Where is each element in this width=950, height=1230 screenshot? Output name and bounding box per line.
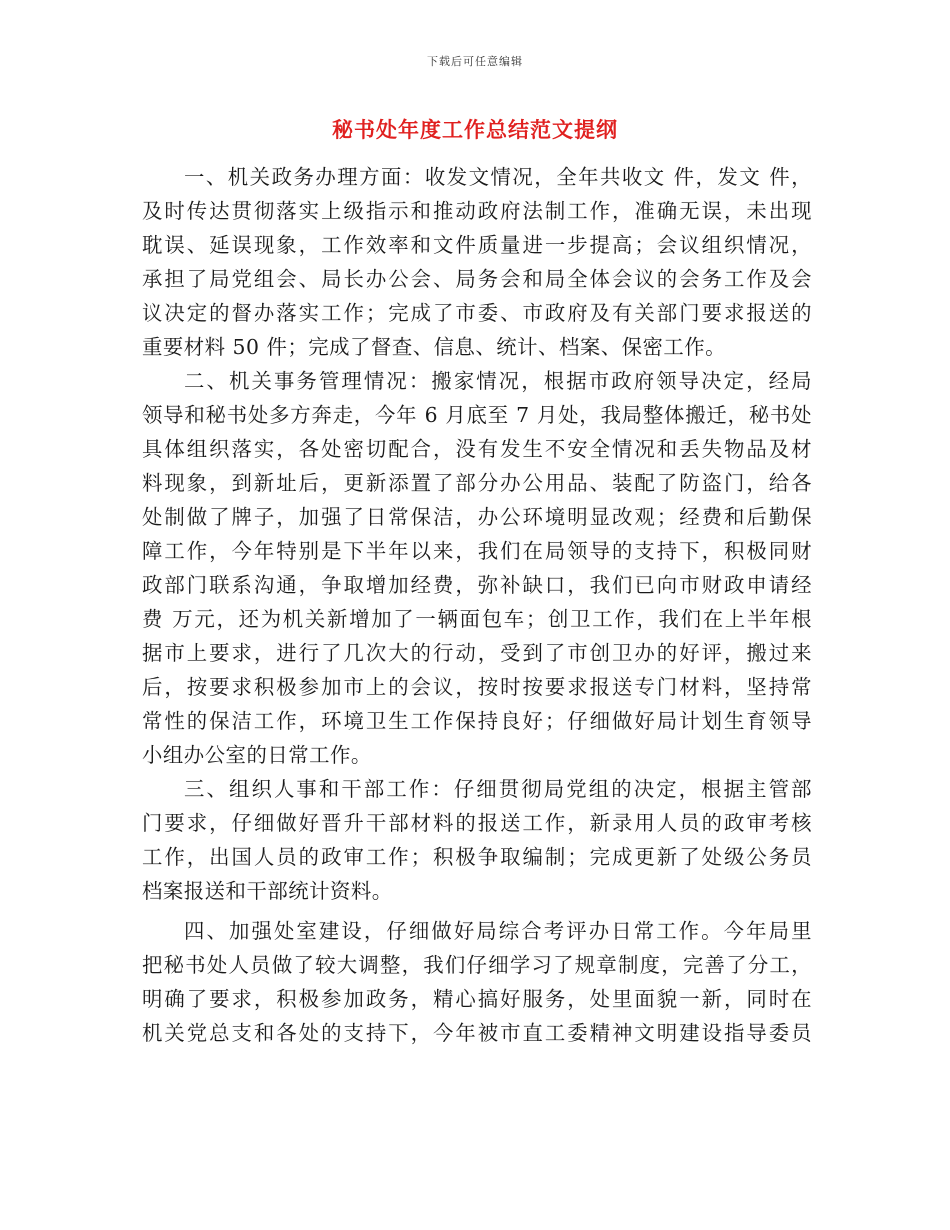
text-line: 重要材料 50 件；完成了督查、信息、统计、档案、保密工作。 xyxy=(142,335,727,359)
document-body xyxy=(142,160,812,1050)
text-line: 政部门联系沟通，争取增加经费，弥补缺口，我们已向市财政申请经 xyxy=(142,573,812,597)
paragraph-3 xyxy=(142,772,812,908)
text-line: 议决定的督办落实工作；完成了市委、市政府及有关部门要求报送的 xyxy=(142,301,812,325)
text-line: 处制做了牌子，加强了日常保洁，办公环境明显改观；经费和后勤保 xyxy=(142,505,812,529)
text-line: 档案报送和干部统计资料。 xyxy=(142,879,393,903)
text-line: 明确了要求，积极参加政务，精心搞好服务，处里面貌一新，同时在 xyxy=(142,987,812,1011)
text-line: 门要求，仔细做好晋升干部材料的报送工作，新录用人员的政审考核 xyxy=(142,811,812,835)
text-line: 障工作，今年特别是下半年以来，我们在局领导的支持下，积极同财 xyxy=(142,539,812,563)
text-line: 后，按要求积极参加市上的会议，按时按要求报送专门材料，坚持常 xyxy=(142,675,812,699)
paragraph-1 xyxy=(142,160,812,364)
text-line: 具体组织落实，各处密切配合，没有发生不安全情况和丢失物品及材 xyxy=(142,437,812,461)
text-line: 承担了局党组会、局长办公会、局务会和局全体会议的会务工作及会 xyxy=(142,267,812,291)
text-line: 及时传达贯彻落实上级指示和推动政府法制工作，准确无误，未出现 xyxy=(142,199,812,223)
paragraph-4 xyxy=(142,914,812,1050)
text-line: 把秘书处人员做了较大调整，我们仔细学习了规章制度，完善了分工， xyxy=(142,953,812,977)
paragraph-2 xyxy=(142,364,812,772)
document-title: 秘书处年度工作总结范文提纲 xyxy=(332,117,618,142)
page-header: 下载后可任意编辑 xyxy=(427,55,523,68)
text-line: 领导和秘书处多方奔走，今年 6 月底至 7 月处，我局整体搬迁，秘书处 xyxy=(142,403,812,427)
text-line: 据市上要求，进行了几次大的行动，受到了市创卫办的好评，搬过来 xyxy=(142,641,812,665)
text-line: 工作，出国人员的政审工作；积极争取编制；完成更新了处级公务员 xyxy=(142,845,812,869)
text-line: 耽误、延误现象，工作效率和文件质量进一步提高；会议组织情况， xyxy=(142,233,812,257)
text-line: 机关党总支和各处的支持下，今年被市直工委精神文明建设指导委员 xyxy=(142,1021,812,1045)
text-line: 料现象，到新址后，更新添置了部分办公用品、装配了防盗门，给各 xyxy=(142,471,812,495)
text-line: 常性的保洁工作，环境卫生工作保持良好；仔细做好局计划生育领导 xyxy=(142,709,812,733)
text-line: 费 万元，还为机关新增加了一辆面包车；创卫工作，我们在上半年根 xyxy=(142,607,812,631)
text-line: 三、组织人事和干部工作：仔细贯彻局党组的决定，根据主管部 xyxy=(184,777,812,801)
text-line: 小组办公室的日常工作。 xyxy=(142,743,372,767)
text-line: 二、机关事务管理情况：搬家情况，根据市政府领导决定，经局 xyxy=(184,369,812,393)
text-line: 四、加强处室建设，仔细做好局综合考评办日常工作。今年局里 xyxy=(184,919,812,943)
text-line: 一、机关政务办理方面：收发文情况，全年共收文 件，发文 件， xyxy=(184,165,812,189)
